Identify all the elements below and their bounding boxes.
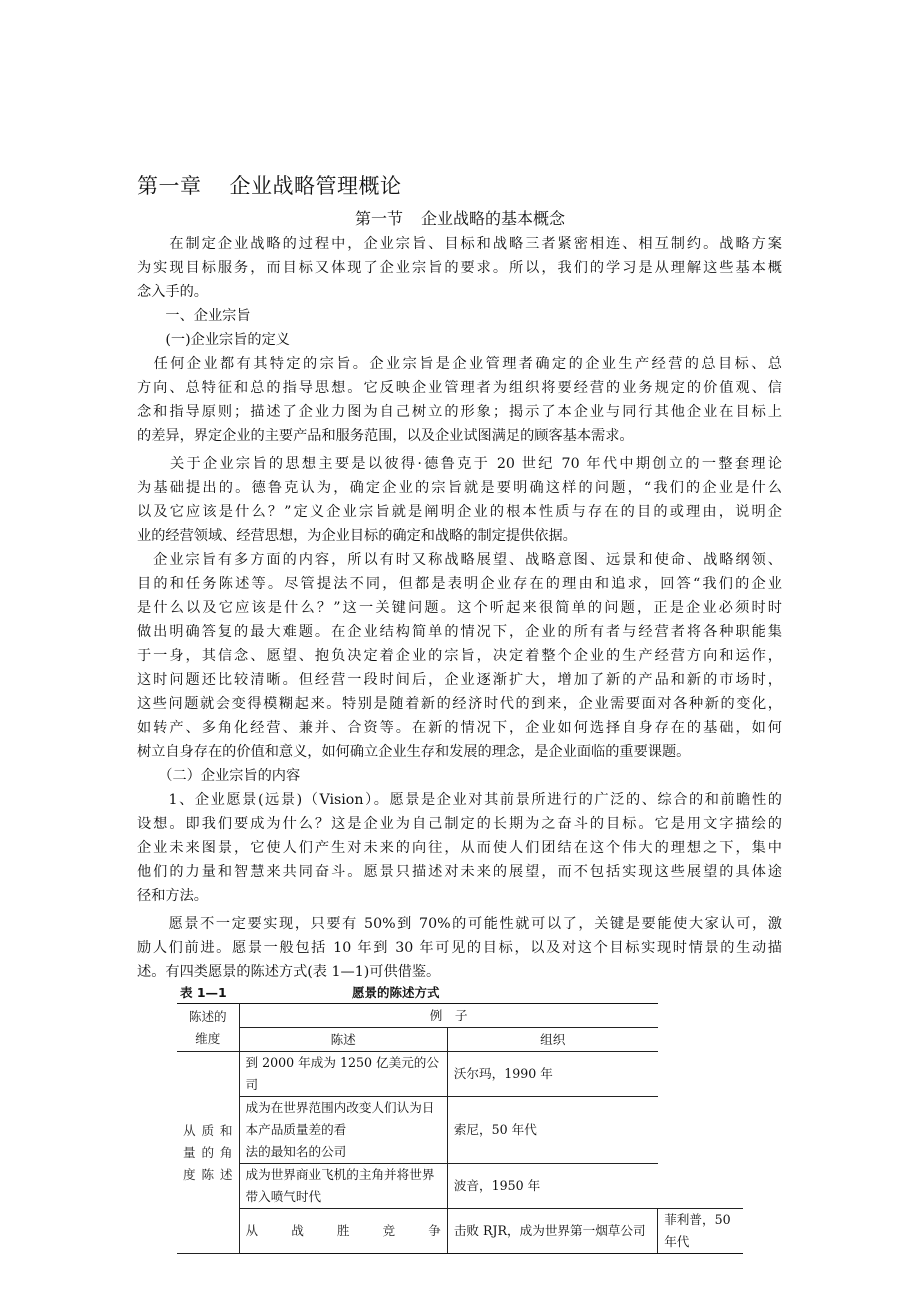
header-examples: 例 子 [239, 1004, 658, 1028]
header-organization: 组织 [447, 1028, 657, 1052]
text-line: 目的和任务陈述等。尽管提法不同，但都是表明企业存在的理由和追求，回答“我们的企业 [137, 576, 782, 592]
table-row [177, 1097, 743, 1164]
table-number: 表 1—1 [180, 985, 227, 1000]
text-line: 的差异，界定企业的主要产品和服务范围，以及企业试图满足的顾客基本需求。 [137, 428, 634, 444]
section-name: 企业战略的基本概念 [421, 209, 566, 228]
text-line: 1、企业愿景(远景)（Vision）。愿景是企业对其前景所进行的广泛的、综合的和前瞻性的 [137, 792, 782, 808]
table-row [177, 1209, 743, 1254]
header-dimension: 陈述的维度 [177, 1004, 239, 1052]
vision-statement-table [177, 1003, 743, 1254]
statement-cell: 成为世界商业飞机的主角并将世界带入喷气时代 [239, 1164, 447, 1209]
dimension-cell [177, 1052, 239, 1254]
text-line: 于一身，其信念、愿望、抱负决定着企业的宗旨，决定着整个企业的生产经营方向和运作， [137, 648, 782, 664]
text-line: 为实现目标服务，而目标又体现了企业宗旨的要求。所以，我们的学习是从理解这些基本概 [137, 260, 782, 276]
text-line: 念入手的。 [137, 284, 208, 300]
text-line: 业的经营领域、经营思想，为企业目标的确定和战略的制定提供依据。 [137, 528, 577, 544]
text-line: 设想。即我们要成为什么？这是企业为自己制定的长期为之奋斗的目标。它是用文字描绘的 [137, 816, 782, 832]
section-title [0, 208, 920, 230]
text-line: 如转产、多角化经营、兼并、合资等。在新的情况下，企业如何选择自身存在的基础，如何 [137, 720, 782, 736]
chapter-number: 第一章 [137, 174, 202, 198]
text-line: 是什么以及它应该是什么？”这一关键问题。这个听起来很简单的问题，正是企业必须时时 [137, 600, 782, 616]
table-header-row [177, 1004, 743, 1028]
statement-cell [239, 1097, 447, 1164]
table-row [177, 1164, 743, 1209]
text-line: 关于企业宗旨的思想主要是以彼得·德鲁克于 20 世纪 70 年代中期创立的一整套理论 [137, 456, 782, 472]
organization-cell: 沃尔玛，1990 年 [447, 1052, 657, 1097]
text-line: 做出明确答复的最大难题。在企业结构简单的情况下，企业的所有者与经营者将各种职能集 [137, 624, 782, 640]
text-line: 这些问题就会变得模糊起来。特别是随着新的经济时代的到来，企业需要面对各种新的变化， [137, 696, 782, 712]
text-line: 树立自身存在的价值和意义，如何确立企业生存和发展的理念，是企业面临的重要课题。 [137, 744, 691, 760]
text-line: 以及它应该是什么？”定义企业宗旨就是阐明企业的根本性质与存在的目的或理由，说明企 [137, 504, 782, 520]
statement-line: 成为在世界范围内改变人们认为日本产品质量差的看 [245, 1100, 435, 1137]
text-line: 任何企业都有其特定的宗旨。企业宗旨是企业管理者确定的企业生产经营的总目标、总 [137, 356, 782, 372]
text-line: 一、企业宗旨 [137, 308, 251, 324]
section-number: 第一节 [354, 209, 403, 228]
statement-cell: 击败 RJR，成为世界第一烟草公司 [447, 1209, 657, 1254]
text-line: （二）企业宗旨的内容 [137, 768, 301, 784]
table-row [177, 1052, 743, 1097]
text-line: 在制定企业战略的过程中，企业宗旨、目标和战略三者紧密相连、相互制约。战略方案 [137, 236, 782, 252]
text-line: 企业未来图景，它使人们产生对未来的向往，从而使人们团结在这个伟大的理想之下，集中 [137, 840, 782, 856]
header-statement: 陈述 [239, 1028, 447, 1052]
text-line: (一)企业宗旨的定义 [137, 332, 290, 348]
table-subheader-row [177, 1028, 743, 1052]
organization-cell: 菲利普，50 年代 [658, 1209, 743, 1254]
table-caption: 愿景的陈述方式 [352, 985, 440, 1000]
text-line: 念和指导原则；描述了企业力图为自己树立的形象；揭示了本企业与同行其他企业在目标上 [137, 404, 782, 420]
text-line: 径和方法。 [137, 888, 208, 904]
dimension-cell: 从战胜竞争 [239, 1209, 447, 1254]
text-line: 这时问题还比较清晰。但经营一段时间后，企业逐渐扩大，增加了新的产品和新的市场时， [137, 672, 782, 688]
text-line: 企业宗旨有多方面的内容，所以有时又称战略展望、战略意图、远景和使命、战略纲领、 [137, 552, 782, 568]
statement-line: 法的最知名的公司 [245, 1144, 347, 1159]
statement-cell: 到 2000 年成为 1250 亿美元的公司 [239, 1052, 447, 1097]
text-line: 他们的力量和智慧来共同奋斗。愿景只描述对未来的展望，而不包括实现这些展望的具体途 [137, 864, 782, 880]
text-line: 方向、总特征和总的指导思想。它反映企业管理者为组织将要经营的业务规定的价值观、信 [137, 380, 782, 396]
text-line: 为基础提出的。德鲁克认为，确定企业的宗旨就是要明确这样的问题，“我们的企业是什么 [137, 480, 782, 496]
dimension-text: 从质和量的角度陈述 [183, 1122, 233, 1182]
chapter-name: 企业战略管理概论 [229, 174, 402, 198]
chapter-title [137, 172, 402, 200]
text-line: 励人们前进。愿景一般包括 10 年到 30 年可见的目标，以及对这个目标实现时情景的生动描 [137, 940, 782, 956]
text-line: 述。有四类愿景的陈述方式(表 1—1)可供借鉴。 [137, 964, 441, 980]
text-line: 愿景不一定要实现，只要有 50%到 70%的可能性就可以了，关键是要能使大家认可，激 [137, 916, 782, 932]
organization-cell: 索尼，50 年代 [447, 1097, 657, 1164]
organization-cell: 波音，1950 年 [447, 1164, 657, 1209]
